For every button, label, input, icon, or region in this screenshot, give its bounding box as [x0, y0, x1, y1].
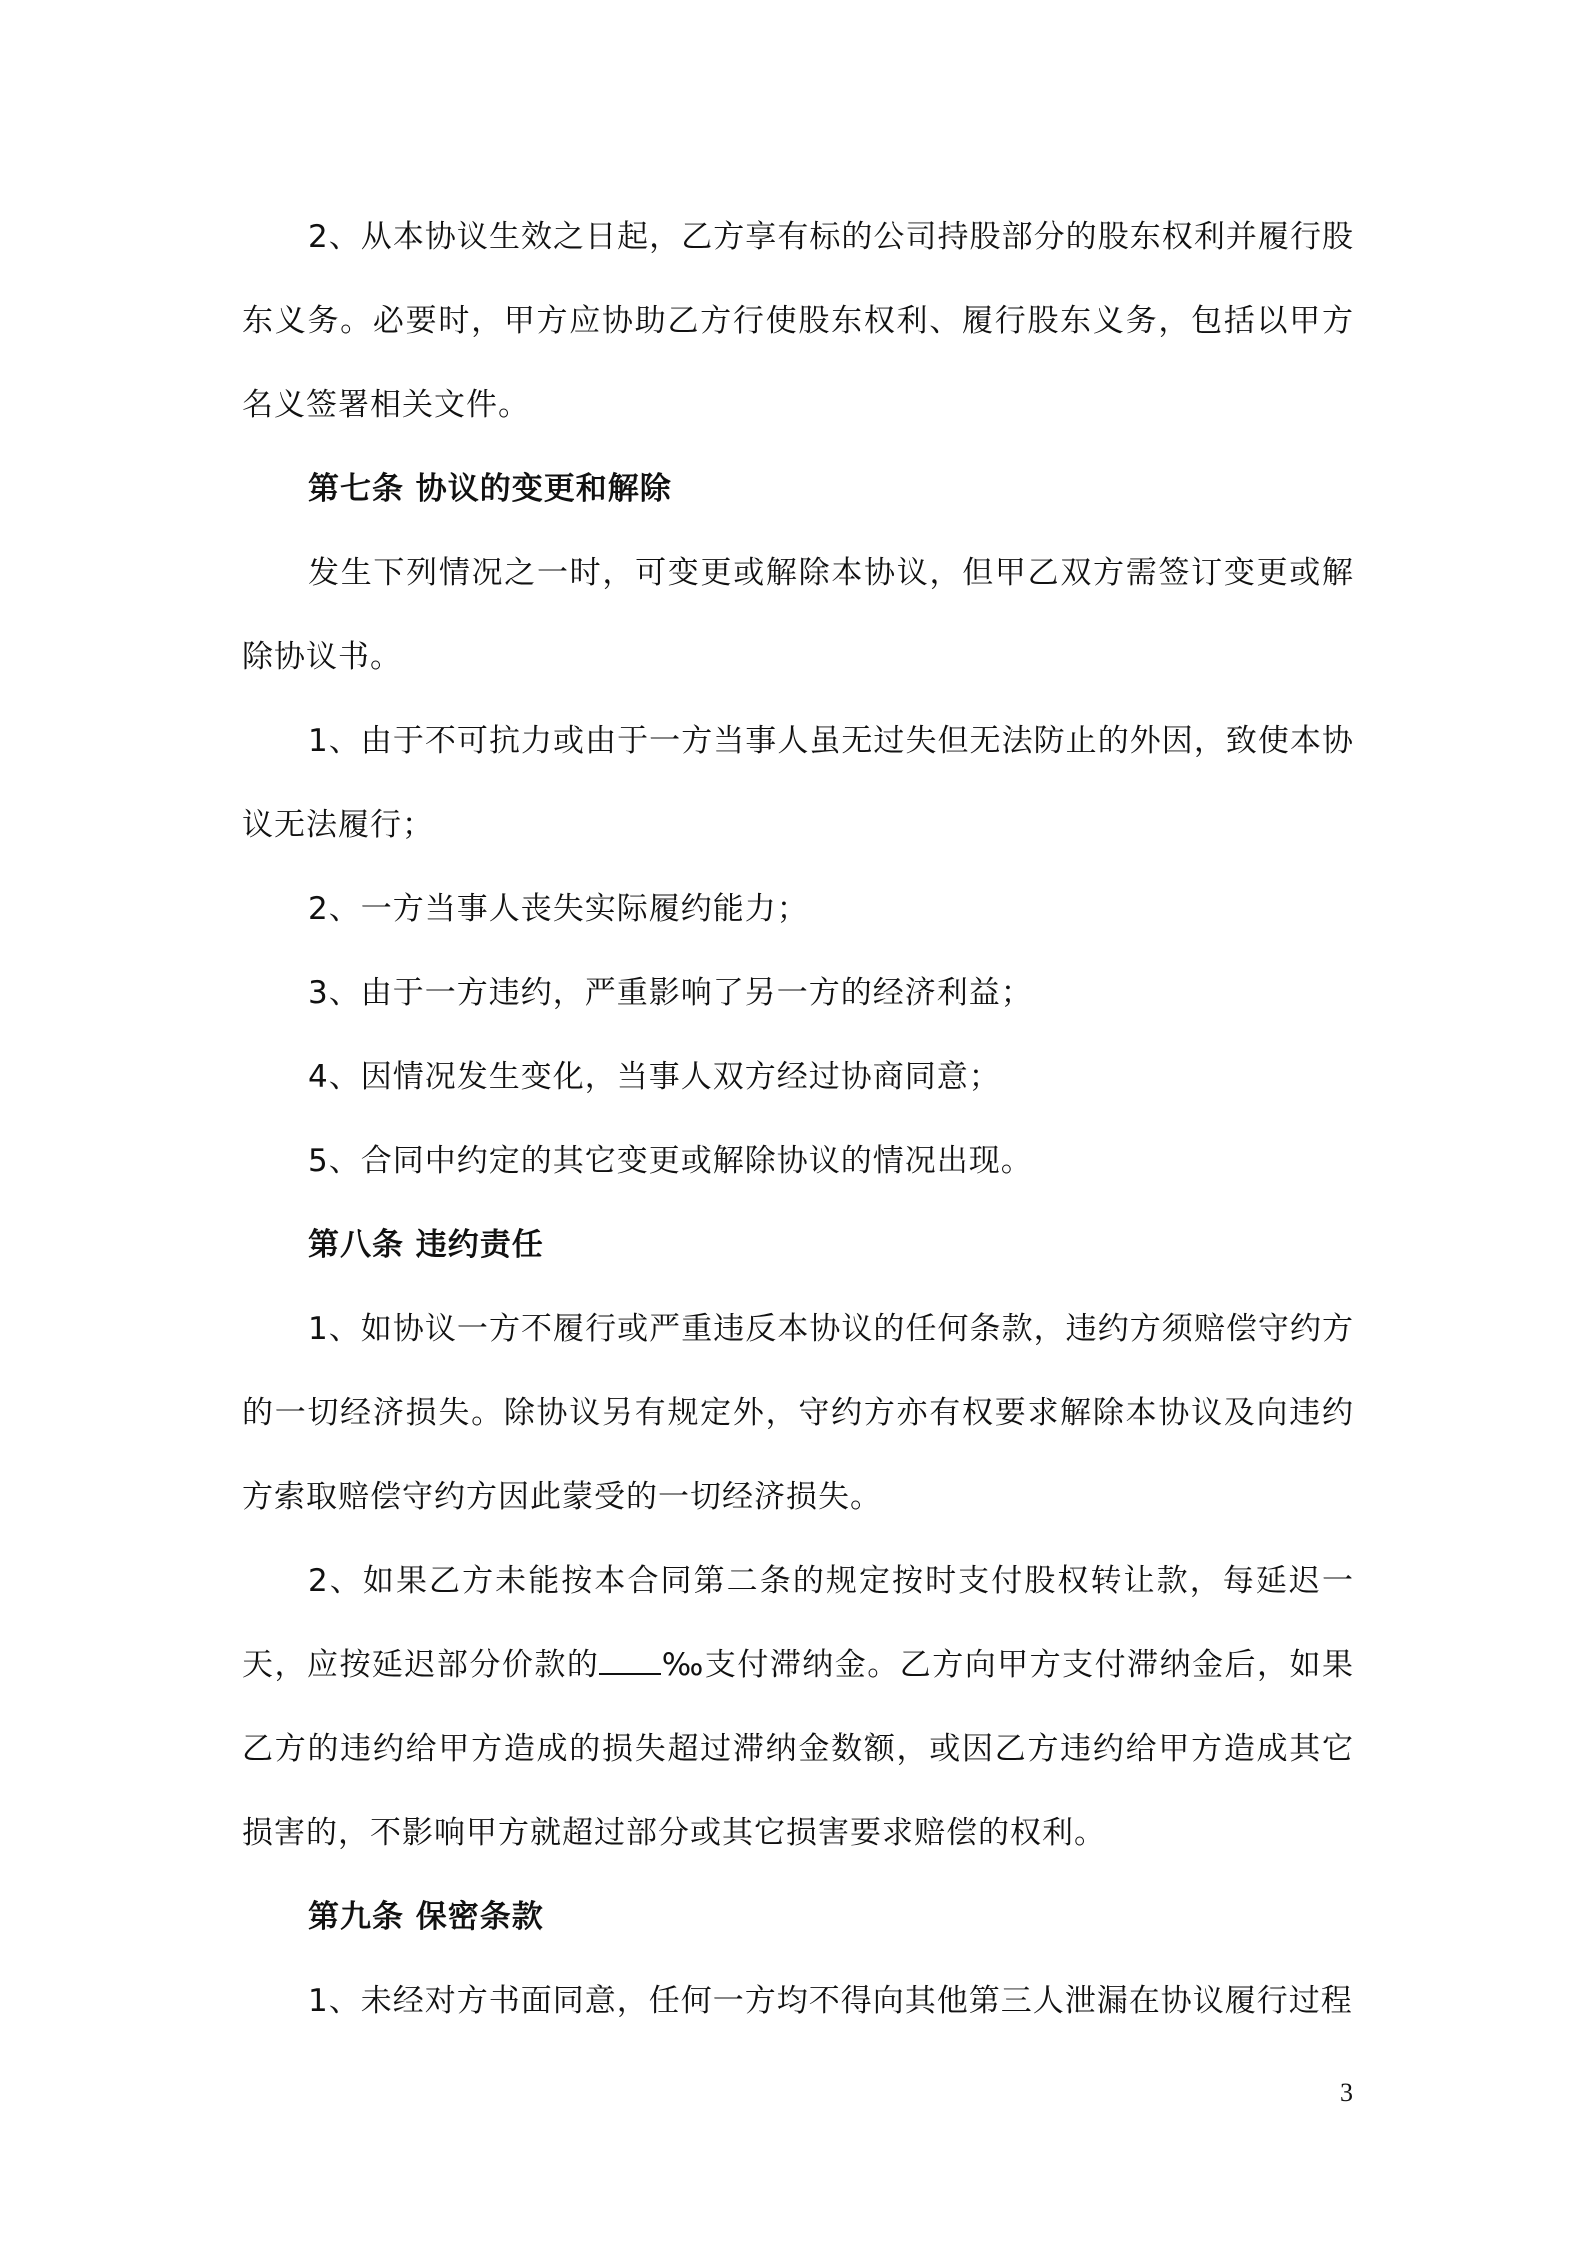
penalty-clause-before-blank: 2、如果乙方未能按本合同第二条的规定按时支付股权转让款，每延迟一天，应按延迟部分价款的 [242, 1563, 1354, 1683]
article-8-item-2 [242, 1539, 1354, 1875]
article-8-heading: 第八条 违约责任 [308, 1227, 544, 1263]
article-9-item-1: 1、未经对方书面同意，任何一方均不得向其他第三人泄漏在协议履行过程 [308, 1983, 1353, 2019]
clause-6-item-2: 2、从本协议生效之日起，乙方享有标的公司持股部分的股东权利并履行股东义务。必要时，甲方应协助乙方行使股东权利、履行股东义务，包括以甲方名义签署相关文件。 [242, 219, 1354, 423]
article-7-item-4: 4、因情况发生变化，当事人双方经过协商同意； [308, 1059, 1001, 1095]
article-7-heading: 第七条 协议的变更和解除 [308, 471, 672, 507]
article-7-item-5: 5、合同中约定的其它变更或解除协议的情况出现。 [308, 1143, 1033, 1179]
penalty-clause-after-blank: ‰支付滞纳金。乙方向甲方支付滞纳金后，如果乙方的违约给甲方造成的损失超过滞纳金数额，或因乙方违约给甲方造成其它损害的，不影响甲方就超过部分或其它损害要求赔偿的权利。 [242, 1647, 1355, 1851]
document-body [242, 195, 1354, 2043]
article-7-item-3: 3、由于一方违约，严重影响了另一方的经济利益； [308, 975, 1033, 1011]
fill-in-blank-line [599, 1643, 661, 1675]
article-9-heading: 第九条 保密条款 [308, 1899, 544, 1935]
page-number: 3 [1340, 2078, 1353, 2107]
article-7-item-1: 1、由于不可抗力或由于一方当事人虽无过失但无法防止的外因，致使本协议无法履行； [242, 723, 1354, 843]
article-8-item-1: 1、如协议一方不履行或严重违反本协议的任何条款，违约方须赔偿守约方的一切经济损失。除协议另有规定外，守约方亦有权要求解除本协议及向违约方索取赔偿守约方因此蒙受的一切经济损失。 [242, 1311, 1354, 1515]
article-7-intro: 发生下列情况之一时，可变更或解除本协议，但甲乙双方需签订变更或解除协议书。 [242, 555, 1354, 675]
article-7-item-2: 2、一方当事人丧失实际履约能力； [308, 891, 809, 927]
